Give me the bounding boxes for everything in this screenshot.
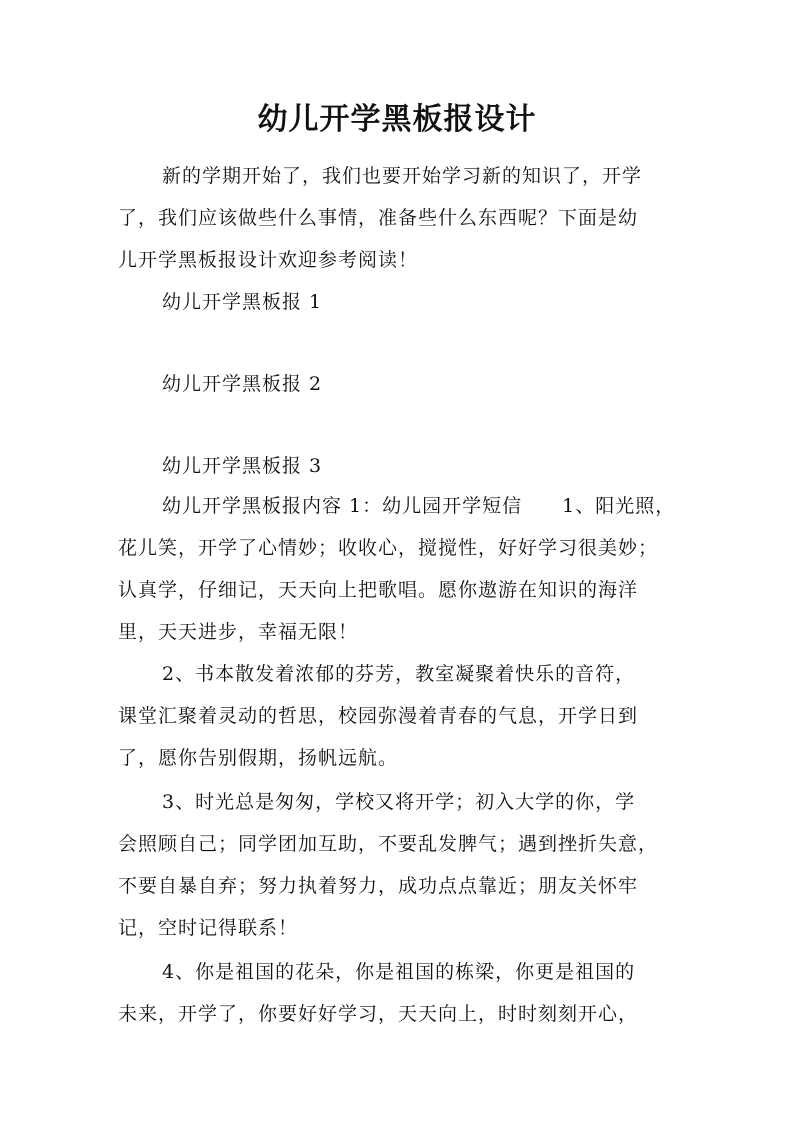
- content-label: 幼儿开学黑板报内容 1：幼儿园开学短信: [162, 495, 523, 517]
- item-1-line-1: 花儿笑，开学了心情妙；收收心，搅搅性，好好学习很美妙；: [118, 537, 659, 559]
- item-4-line-1: 4、你是祖国的花朵，你是祖国的栋梁，你更是祖国的: [162, 961, 636, 983]
- item-2-line-3: 了，愿你告别假期，扬帆远航。: [118, 747, 399, 769]
- content-label-line: [162, 486, 678, 526]
- item-3-line-1: 3、时光总是匆匆，学校又将开学；初入大学的你，学: [162, 791, 636, 813]
- document-title: 幼儿开学黑板报设计: [257, 102, 537, 137]
- intro-line-3: 儿开学黑板报设计欢迎参考阅读！: [118, 249, 419, 271]
- intro-line-1: 新的学期开始了，我们也要开始学习新的知识了，开学: [162, 165, 643, 187]
- section-heading-1: 幼儿开学黑板报 1: [162, 291, 323, 313]
- section-heading-2: 幼儿开学黑板报 2: [162, 373, 323, 395]
- item-1-line-3: 里，天天进步，幸福无限！: [118, 621, 359, 643]
- intro-line-2: 了，我们应该做些什么事情，准备些什么东西呢？下面是幼: [118, 207, 639, 229]
- item-3-line-4: 记，空时记得联系！: [118, 917, 299, 939]
- item-3-line-2: 会照顾自己；同学团加互助，不要乱发脾气；遇到挫折失意，: [118, 833, 659, 855]
- item-2-line-2: 课堂汇聚着灵动的哲思，校园弥漫着青春的气息，开学日到: [118, 705, 639, 727]
- item-1-line-2: 认真学，仔细记，天天向上把歌唱。愿你遨游在知识的海洋: [118, 579, 639, 601]
- item-2-line-1: 2、书本散发着浓郁的芬芳，教室凝聚着快乐的音符，: [162, 663, 636, 685]
- item-1-lead: 1、阳光照，: [562, 495, 676, 517]
- item-4-line-2: 未来，开学了，你要好好学习，天天向上，时时刻刻开心，: [118, 1003, 639, 1025]
- item-3-line-3: 不要自暴自弃；努力执着努力，成功点点靠近；朋友关怀牢: [118, 875, 639, 897]
- section-heading-3: 幼儿开学黑板报 3: [162, 455, 323, 477]
